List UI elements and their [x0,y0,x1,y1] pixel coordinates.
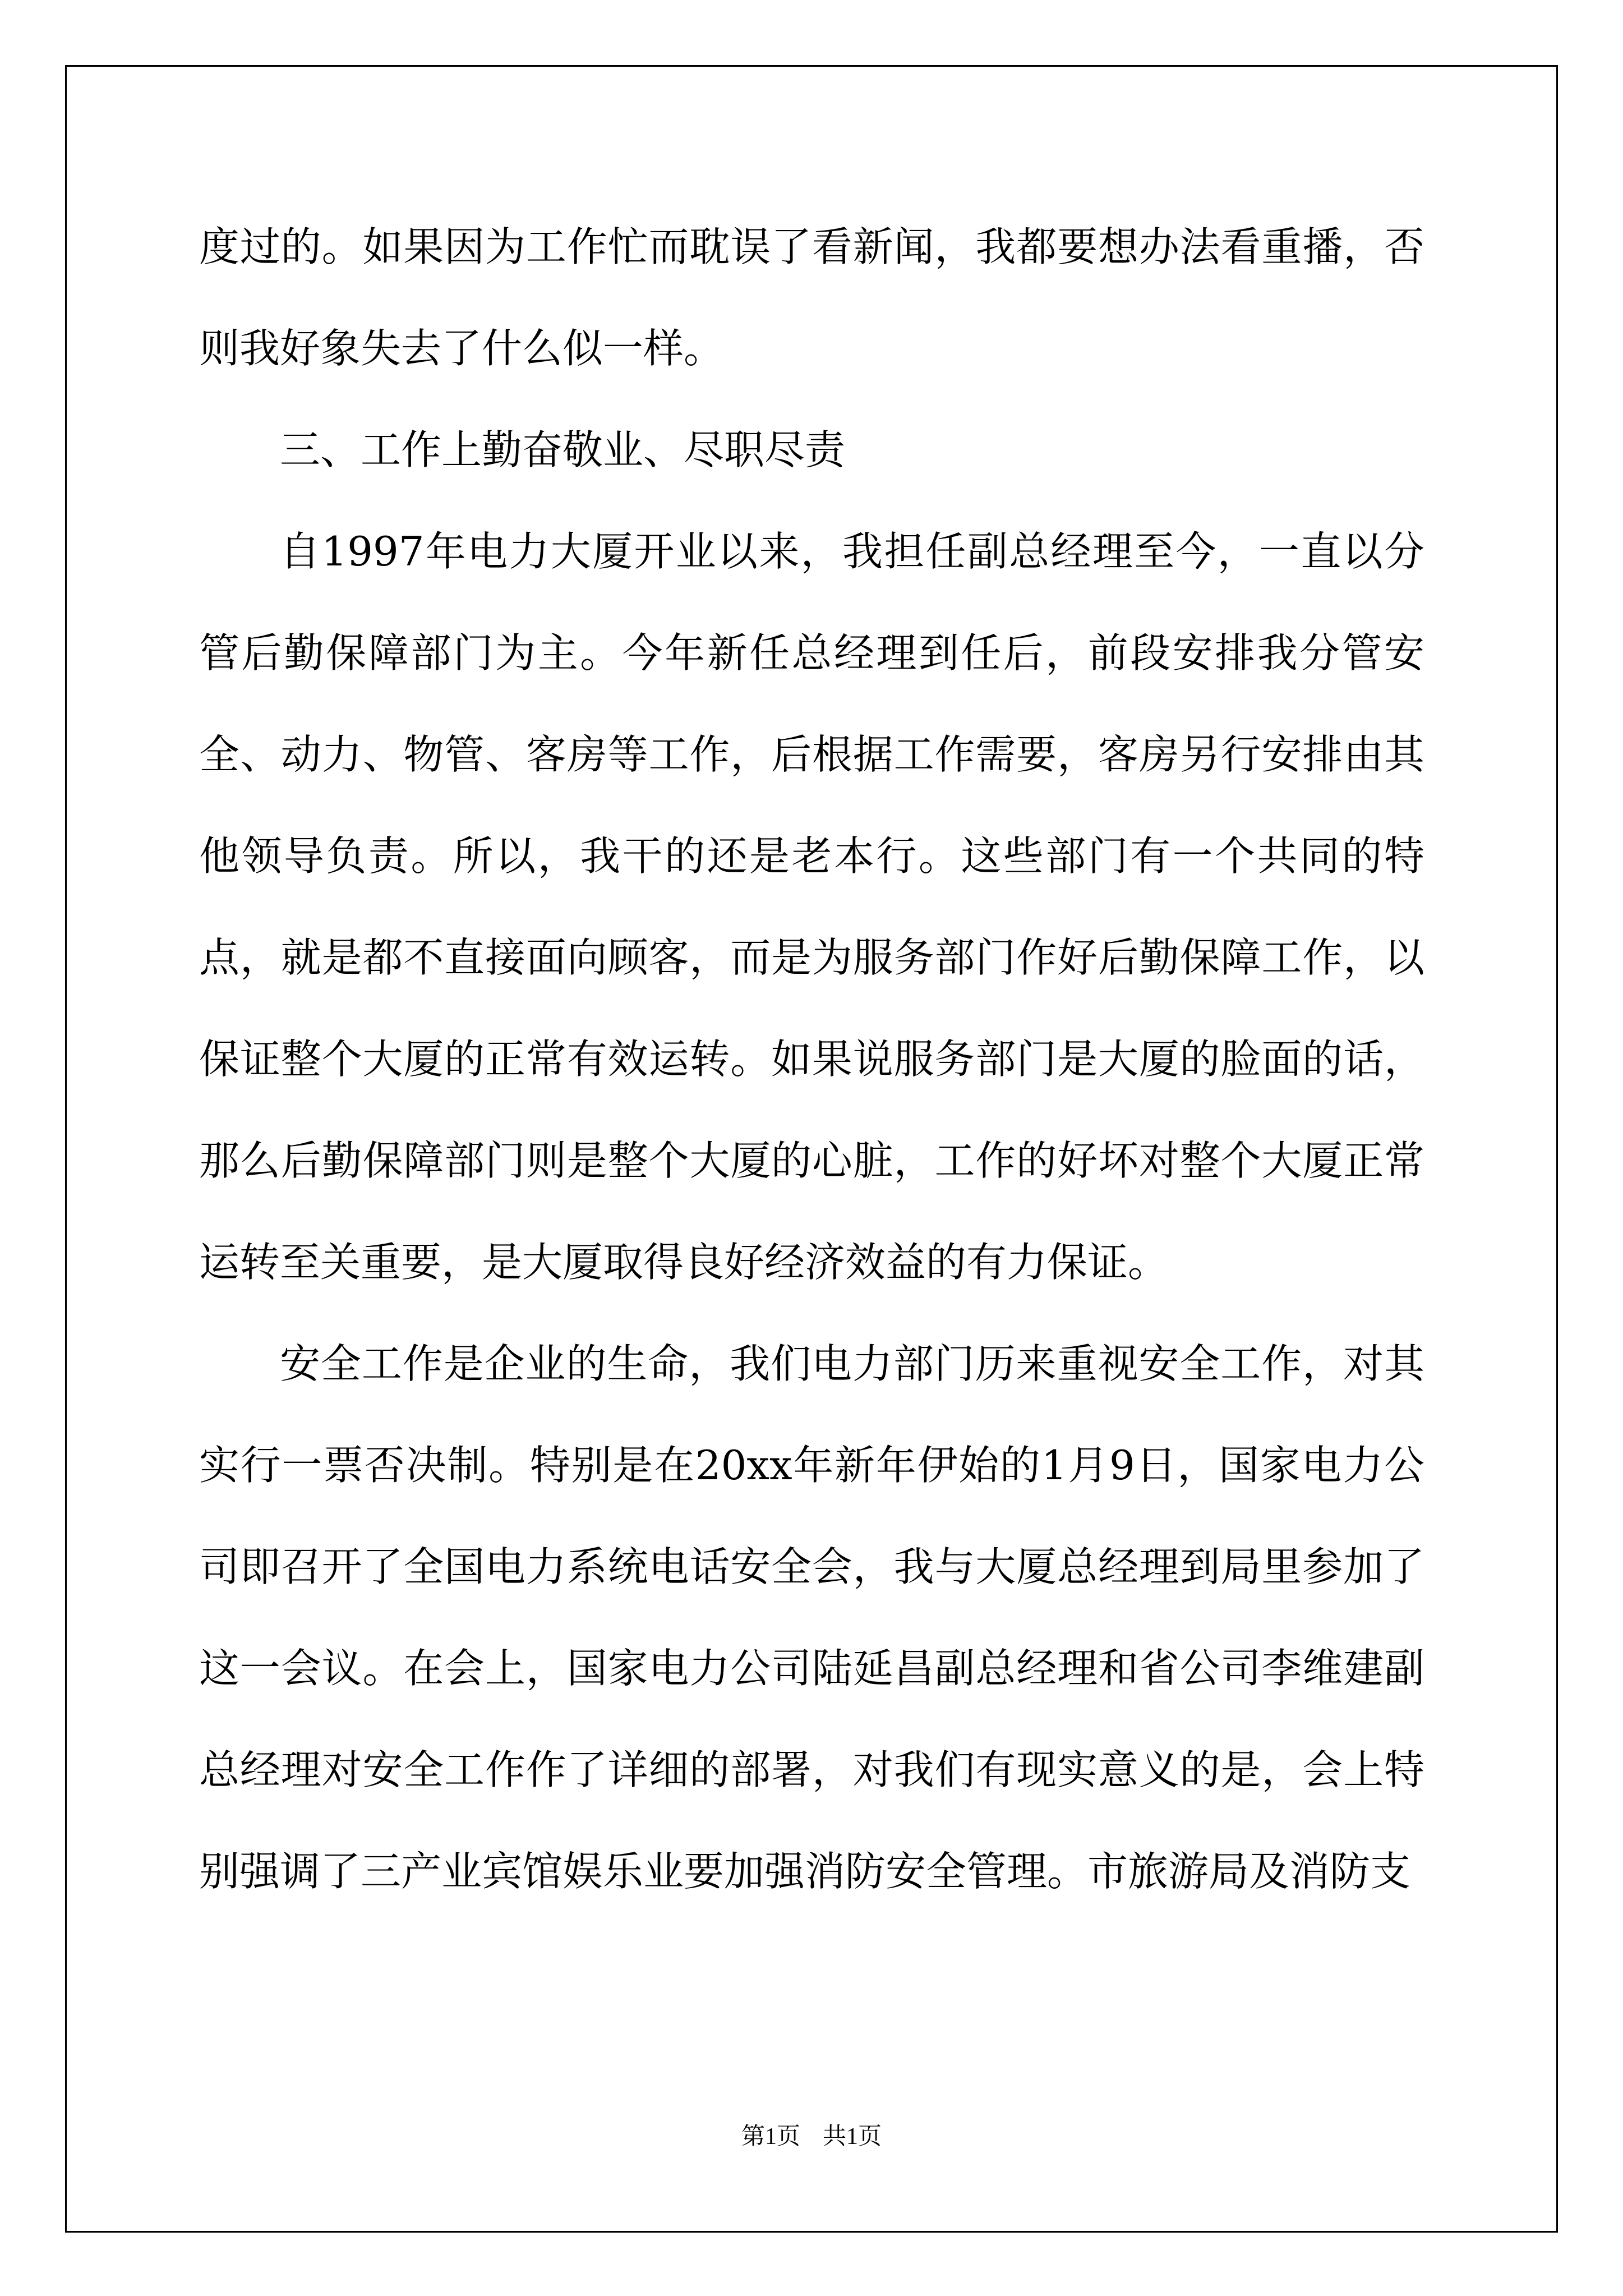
page-footer [0,2118,1623,2151]
page-number-current: 第1页 [741,2124,800,2150]
paragraph-2: 自1997年电力大厦开业以来，我担任副总经理至今，一直以分管后勤保障部门为主。今年新任总经理到任后，前段安排我分管安全、动力、物管、客房等工作，后根据工作需要，客房另行安排由其他领导负责。所以，我干的还是老本行。这些部门有一个共同的特点，就是都不直接面向顾客，而是为服务部门作好后勤保障工作，以保证整个大厦的正常有效运转。如果说服务部门是大厦的脸面的话，那么后勤保障部门则是整个大厦的心脏，工作的好坏对整个大厦正常运转至关重要，是大厦取得良好经济效益的有力保证。 [199,528,1424,1286]
page-number-total: 共1页 [823,2124,882,2150]
document-body [199,196,1424,1922]
paragraph-3: 安全工作是企业的生命，我们电力部门历来重视安全工作，对其实行一票否决制。特别是在20xx年新年伊始的1月9日，国家电力公司即召开了全国电力系统电话安全会，我与大厦总经理到局里参加了这一会议。在会上，国家电力公司陆延昌副总经理和省公司李维建副总经理对安全工作作了详细的部署，对我们有现实意义的是，会上特别强调了三产业宾馆娱乐业要加强消防安全管理。市旅游局及消防支 [199,1340,1424,1895]
section-heading: 三、工作上勤奋敬业、尽职尽责 [280,426,846,473]
paragraph-1: 度过的。如果因为工作忙而耽误了看新闻，我都要想办法看重播，否则我好象失去了什么似一样。 [199,223,1424,372]
